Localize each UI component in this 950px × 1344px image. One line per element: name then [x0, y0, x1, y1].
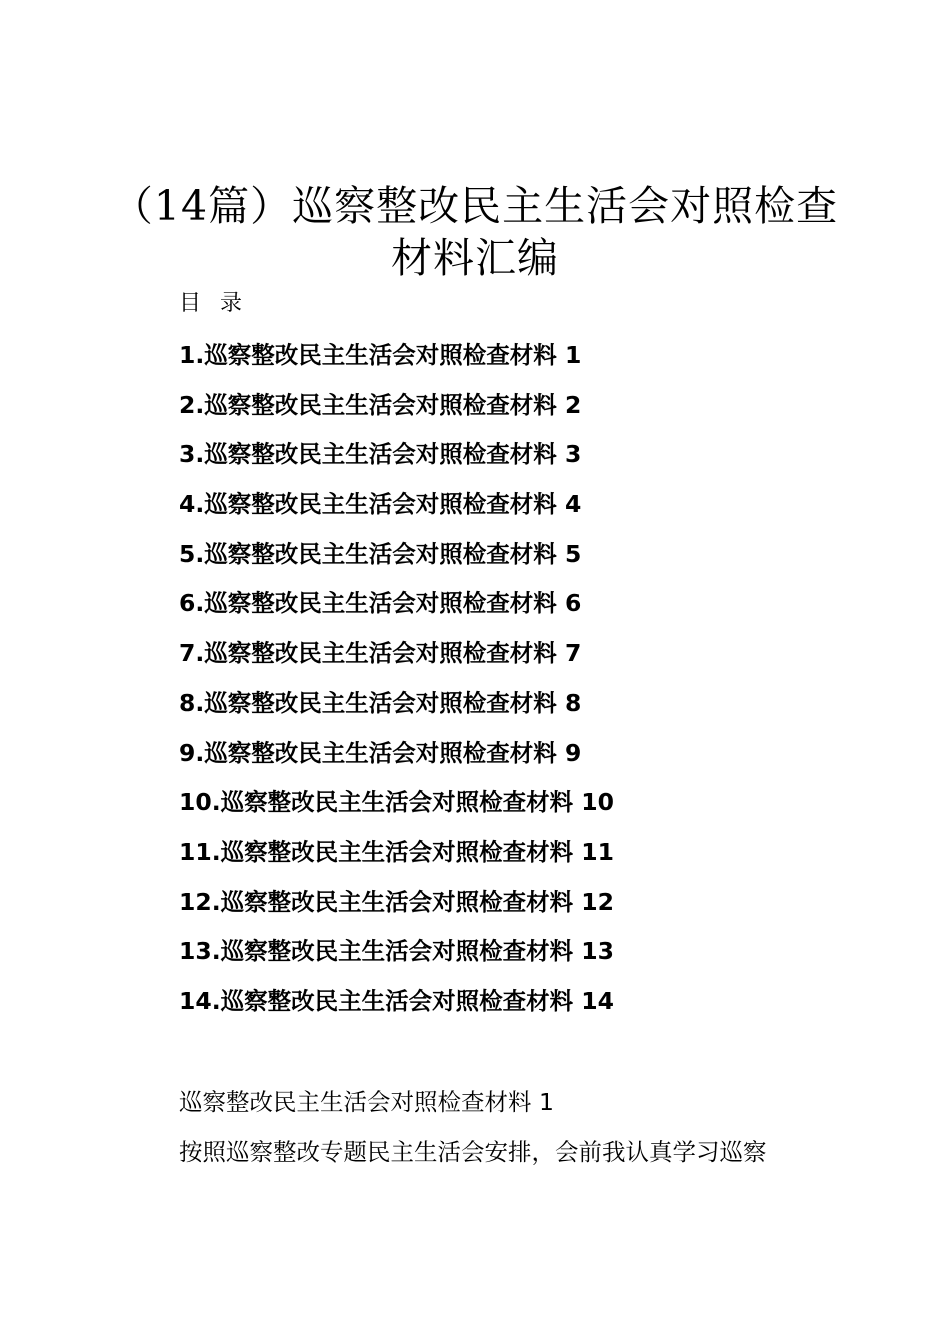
toc-heading: 目 录 — [179, 291, 248, 316]
document-title — [100, 180, 850, 284]
toc-item-3[interactable]: 3.巡察整改民主生活会对照检查材料 3 — [179, 440, 582, 469]
toc-item-9[interactable]: 9.巡察整改民主生活会对照检查材料 9 — [179, 738, 582, 767]
table-of-contents — [179, 337, 614, 1033]
toc-item-12[interactable]: 12.巡察整改民主生活会对照检查材料 12 — [179, 887, 615, 916]
toc-item-11[interactable]: 11.巡察整改民主生活会对照检查材料 11 — [179, 837, 615, 866]
toc-item-6[interactable]: 6.巡察整改民主生活会对照检查材料 6 — [179, 589, 582, 618]
toc-item-1[interactable]: 1.巡察整改民主生活会对照检查材料 1 — [179, 341, 582, 369]
toc-item-14[interactable]: 14.巡察整改民主生活会对照检查材料 14 — [179, 986, 615, 1015]
toc-item-4[interactable]: 4.巡察整改民主生活会对照检查材料 4 — [179, 490, 582, 519]
document-title-line-2: 材料汇编 — [391, 234, 559, 282]
toc-item-10[interactable]: 10.巡察整改民主生活会对照检查材料 10 — [179, 788, 615, 817]
body-paragraph: 按照巡察整改专题民主生活会安排，会前我认真学习巡察 — [179, 1138, 767, 1166]
document-title-line-1: （14篇）巡察整改民主生活会对照检查 — [111, 182, 839, 230]
section-heading: 巡察整改民主生活会对照检查材料 1 — [179, 1088, 554, 1116]
toc-item-2[interactable]: 2.巡察整改民主生活会对照检查材料 2 — [179, 390, 582, 419]
toc-item-13[interactable]: 13.巡察整改民主生活会对照检查材料 13 — [179, 937, 615, 966]
toc-item-7[interactable]: 7.巡察整改民主生活会对照检查材料 7 — [179, 639, 582, 668]
toc-item-5[interactable]: 5.巡察整改民主生活会对照检查材料 5 — [179, 539, 582, 568]
toc-item-8[interactable]: 8.巡察整改民主生活会对照检查材料 8 — [179, 688, 582, 717]
